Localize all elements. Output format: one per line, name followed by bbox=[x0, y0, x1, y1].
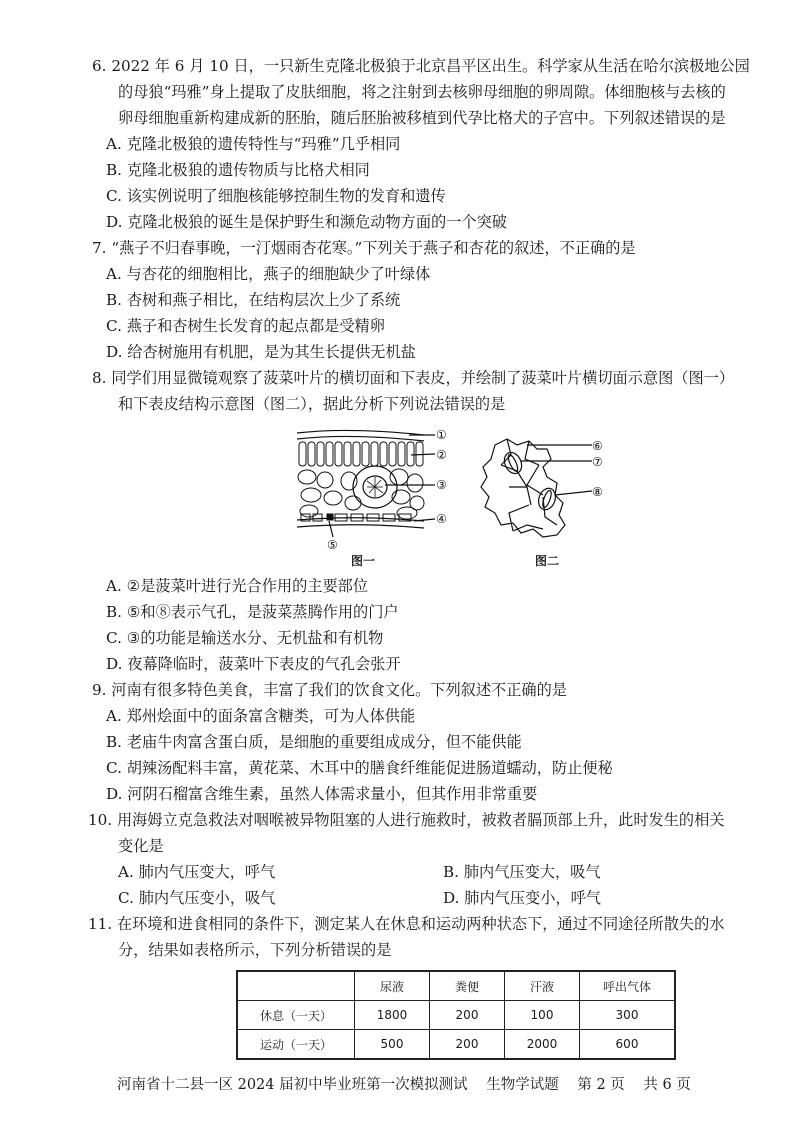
q10-option-c: C. 肺内气压变小，吸气 bbox=[118, 889, 276, 907]
label-4: ④ bbox=[436, 512, 447, 526]
q7-option-c: C. 燕子和杏树生长发育的起点都是受精卵 bbox=[106, 317, 385, 335]
table-header-cell: 尿液 bbox=[355, 971, 430, 1001]
label-3: ③ bbox=[436, 478, 447, 492]
q9-option-d: D. 河阴石榴富含维生素，虽然人体需求量小，但其作用非常重要 bbox=[106, 785, 538, 803]
footer-total-pages: 共 6 页 bbox=[643, 1077, 691, 1093]
label-1: ① bbox=[436, 428, 447, 442]
table-cell: 100 bbox=[505, 1001, 580, 1030]
q10-option-b: B. 肺内气压变大，吸气 bbox=[443, 863, 601, 881]
q11-stem-line-1: 11. 在环境和进食相同的条件下，测定某人在休息和运动两种状态下，通过不同途径所散失的水 bbox=[88, 915, 725, 933]
q7-stem-line-1: 7. “燕子不归春事晚，一汀烟雨杏花寒。”下列关于燕子和杏花的叙述，不正确的是 bbox=[92, 239, 636, 257]
q9-option-c: C. 胡辣汤配料丰富，黄花菜、木耳中的膳食纤维能促进肠道蠕动，防止便秘 bbox=[106, 759, 613, 777]
label-7: ⑦ bbox=[592, 455, 603, 469]
q9-stem-line-1: 9. 河南有很多特色美食，丰富了我们的饮食文化。下列叙述不正确的是 bbox=[92, 681, 567, 699]
q10-stem-line-1: 10. 用海姆立克急救法对咽喉被异物阻塞的人进行施救时，被救者膈顶部上升，此时发生的相关 bbox=[88, 811, 725, 829]
q10-option-d: D. 肺内气压变小，呼气 bbox=[443, 889, 601, 907]
label-8: ⑧ bbox=[592, 485, 603, 499]
leaf-figure bbox=[289, 425, 609, 567]
table-header-cell bbox=[237, 971, 355, 1001]
q7-option-a: A. 与杏花的细胞相比，燕子的细胞缺少了叶绿体 bbox=[106, 265, 431, 283]
q7-option-b: B. 杏树和燕子相比，在结构层次上少了系统 bbox=[106, 291, 401, 309]
footer-exam-title: 河南省十二县一区 2024 届初中毕业班第一次模拟测试 bbox=[117, 1077, 468, 1093]
table-header-cell: 粪便 bbox=[430, 971, 505, 1001]
q8-option-b: B. ⑤和⑧表示气孔，是菠菜蒸腾作用的门户 bbox=[106, 603, 399, 621]
q10-option-a: A. 肺内气压变大，呼气 bbox=[118, 863, 276, 881]
table-cell: 2000 bbox=[505, 1030, 580, 1060]
q8-option-a: A. ②是菠菜叶进行光合作用的主要部位 bbox=[106, 577, 369, 595]
table-header-cell: 汗液 bbox=[505, 971, 580, 1001]
q6-stem-line-3: 卵母细胞重新构建成新的胚胎，随后胚胎被移植到代孕比格犬的子宫中。下列叙述错误的是 bbox=[118, 109, 726, 127]
leaf-diagram bbox=[289, 425, 609, 567]
table-row bbox=[237, 1001, 675, 1030]
q11-stem-line-2: 分，结果如表格所示，下列分析错误的是 bbox=[118, 941, 392, 959]
table-cell: 200 bbox=[430, 1030, 505, 1060]
q6-stem-line-2: 的母狼“玛雅”身上提取了皮肤细胞，将之注射到去核卵母细胞的卵周隙。体细胞核与去核的 bbox=[118, 83, 726, 101]
table-cell: 休息（一天） bbox=[237, 1001, 355, 1030]
label-2: ② bbox=[436, 448, 447, 462]
label-5: ⑤ bbox=[327, 538, 338, 552]
table-header-row bbox=[237, 971, 675, 1001]
q9-option-b: B. 老庙牛肉富含蛋白质，是细胞的重要组成成分，但不能供能 bbox=[106, 733, 522, 751]
footer-subject: 生物学试题 bbox=[486, 1077, 559, 1093]
table-cell: 200 bbox=[430, 1001, 505, 1030]
q7-option-d: D. 给杏树施用有机肥，是为其生长提供无机盐 bbox=[106, 343, 416, 361]
table-header-cell: 呼出气体 bbox=[580, 971, 676, 1001]
q8-stem-line-1: 8. 同学们用显微镜观察了菠菜叶片的横切面和下表皮，并绘制了菠菜叶片横切面示意图（图一） bbox=[92, 369, 735, 387]
table-row bbox=[237, 1030, 675, 1060]
q6-option-c: C. 该实例说明了细胞核能够控制生物的发育和遗传 bbox=[106, 187, 446, 205]
q6-stem-line-1: 6. 2022 年 6 月 10 日，一只新生克隆北极狼于北京昌平区出生。科学家从生活在哈尔滨极地公园 bbox=[92, 57, 750, 75]
footer-page-number: 第 2 页 bbox=[577, 1077, 625, 1093]
lower-epidermis-drawing bbox=[481, 439, 592, 537]
table-cell: 300 bbox=[580, 1001, 676, 1030]
q8-option-c: C. ③的功能是输送水分、无机盐和有机物 bbox=[106, 629, 384, 647]
q8-stem-line-2: 和下表皮结构示意图（图二），据此分析下列说法错误的是 bbox=[118, 395, 506, 413]
table-cell: 运动（一天） bbox=[237, 1030, 355, 1060]
table-cell: 500 bbox=[355, 1030, 430, 1060]
leaf-cross-section-drawing bbox=[297, 430, 435, 537]
table-cell: 600 bbox=[580, 1030, 676, 1060]
q9-option-a: A. 郑州烩面中的面条富含糖类，可为人体供能 bbox=[106, 707, 416, 725]
table-cell: 1800 bbox=[355, 1001, 430, 1030]
page-footer bbox=[117, 1073, 705, 1094]
figure-1-caption: 图一 bbox=[351, 554, 376, 568]
water-loss-table bbox=[236, 970, 676, 1060]
label-6: ⑥ bbox=[592, 439, 603, 453]
q8-option-d: D. 夜幕降临时，菠菜叶下表皮的气孔会张开 bbox=[106, 655, 401, 673]
q6-option-a: A. 克隆北极狼的遗传特性与“玛雅”几乎相同 bbox=[106, 135, 401, 153]
q6-option-b: B. 克隆北极狼的遗传物质与比格犬相同 bbox=[106, 161, 370, 179]
figure-2-caption: 图二 bbox=[535, 554, 560, 568]
q6-option-d: D. 克隆北极狼的诞生是保护野生和濒危动物方面的一个突破 bbox=[106, 213, 507, 231]
q10-stem-line-2: 变化是 bbox=[118, 837, 164, 855]
